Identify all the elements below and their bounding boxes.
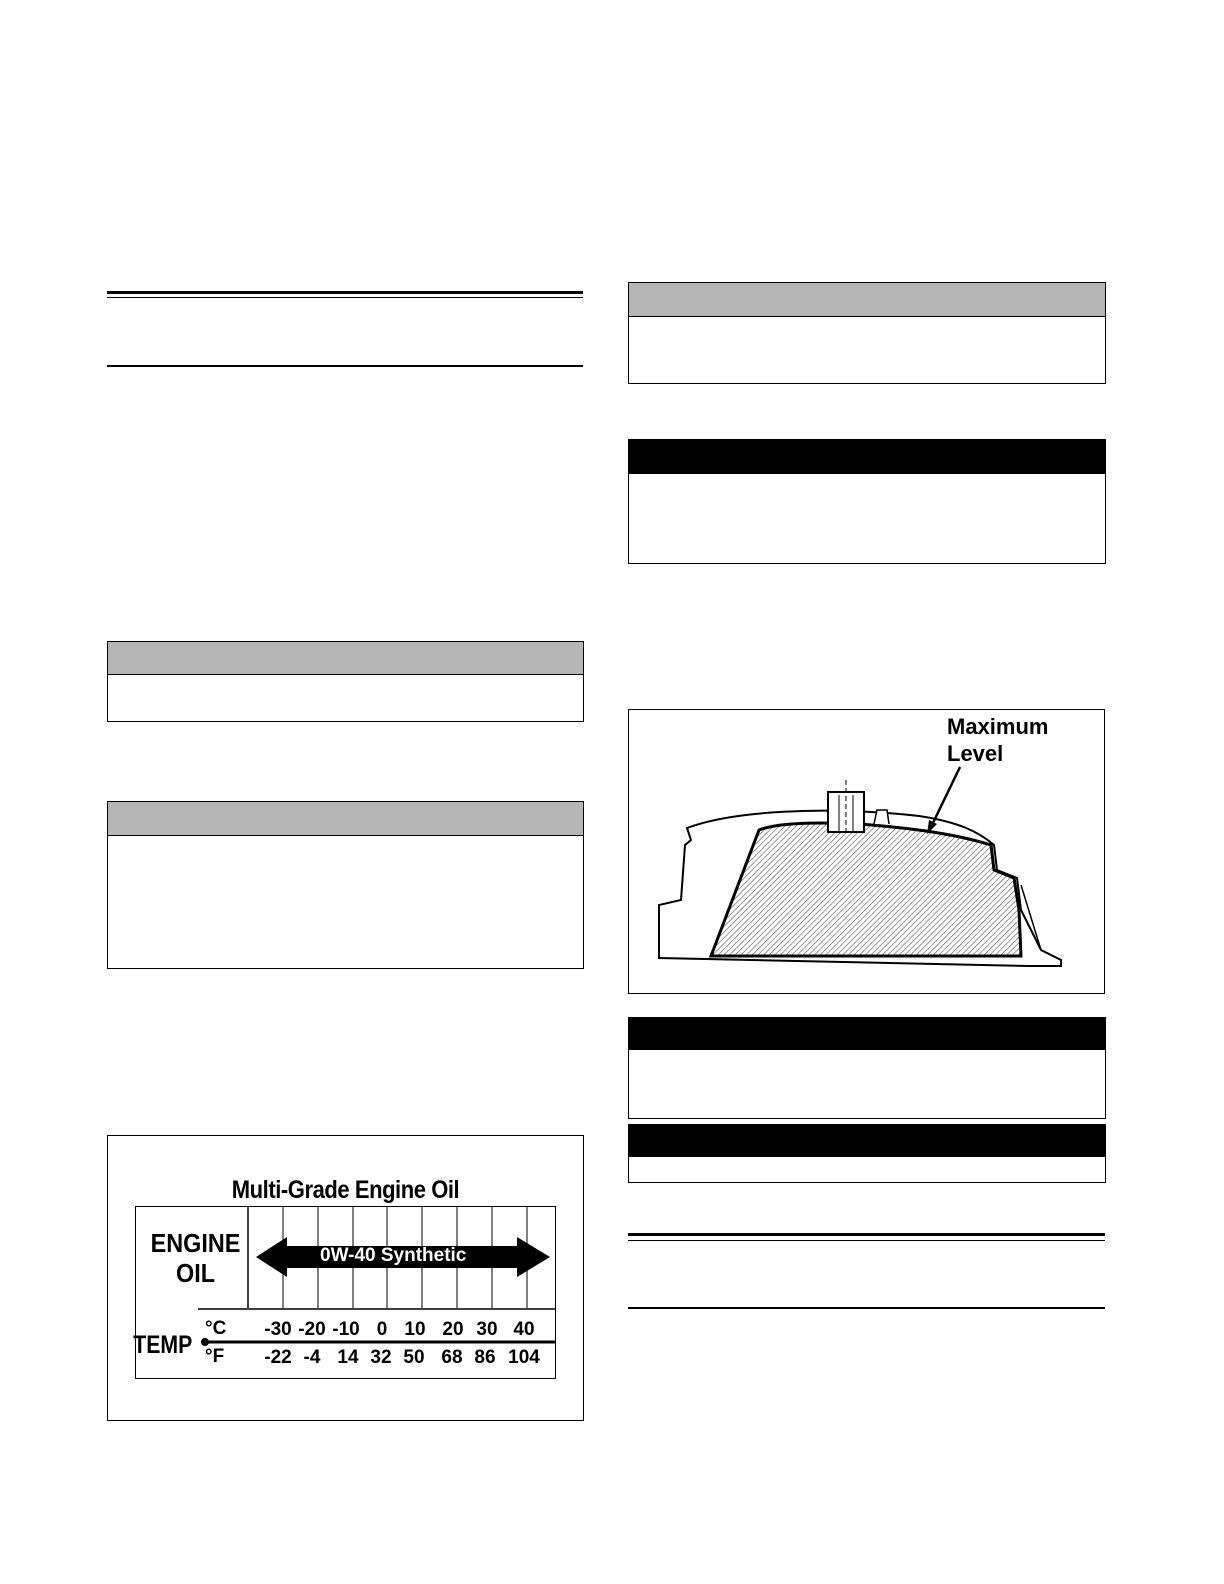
- section-rule-right-top-thick: [628, 1233, 1105, 1236]
- maximum-level-line1: Maximum: [947, 714, 1049, 739]
- fahrenheit-unit: °F: [205, 1346, 225, 1367]
- warning-box-1: [628, 439, 1106, 564]
- fahrenheit-tick: 14: [337, 1347, 359, 1368]
- fahrenheit-tick: 32: [370, 1347, 392, 1368]
- fahrenheit-tick: 50: [403, 1347, 425, 1368]
- fahrenheit-tick: 68: [441, 1347, 463, 1368]
- celsius-unit: °C: [205, 1318, 227, 1339]
- celsius-tick: -20: [298, 1319, 326, 1340]
- oil-grade-text: 0W-40 Synthetic: [320, 1245, 467, 1266]
- section-rule-right-top-thin: [628, 1240, 1105, 1241]
- celsius-tick: -10: [332, 1319, 360, 1340]
- maximum-level-line2: Level: [947, 741, 1004, 766]
- celsius-tick: 0: [376, 1319, 388, 1340]
- section-rule-right-bottom: [628, 1307, 1105, 1309]
- celsius-tick: 20: [442, 1319, 464, 1340]
- oil-chart-title: Multi-Grade Engine Oil: [231, 1176, 460, 1204]
- engine-label-line2: OIL: [175, 1258, 216, 1288]
- celsius-tick: -30: [264, 1319, 292, 1340]
- notice-box-3: [628, 282, 1106, 384]
- celsius-tick: 10: [404, 1319, 426, 1340]
- warning-box-1-header: [629, 440, 1105, 474]
- fahrenheit-tick: 86: [474, 1347, 496, 1368]
- fahrenheit-tick: -22: [264, 1347, 292, 1368]
- temp-label: TEMP: [133, 1331, 193, 1359]
- fahrenheit-tick: -4: [303, 1347, 321, 1368]
- engine-label-line1: ENGINE: [150, 1228, 241, 1258]
- warning-box-3: [628, 1124, 1106, 1183]
- celsius-tick: 40: [513, 1319, 535, 1340]
- celsius-tick: 30: [476, 1319, 498, 1340]
- warning-box-2: [628, 1017, 1106, 1119]
- engine-oil-label: [148, 1228, 243, 1288]
- maximum-level-label: [947, 713, 1048, 767]
- fahrenheit-tick: 104: [508, 1347, 540, 1368]
- level-leader-line: [932, 767, 960, 825]
- warning-box-3-header: [629, 1125, 1105, 1157]
- notice-box-3-header: [629, 283, 1105, 317]
- warning-box-2-header: [629, 1018, 1105, 1050]
- oil-level-diagram: [628, 709, 1105, 994]
